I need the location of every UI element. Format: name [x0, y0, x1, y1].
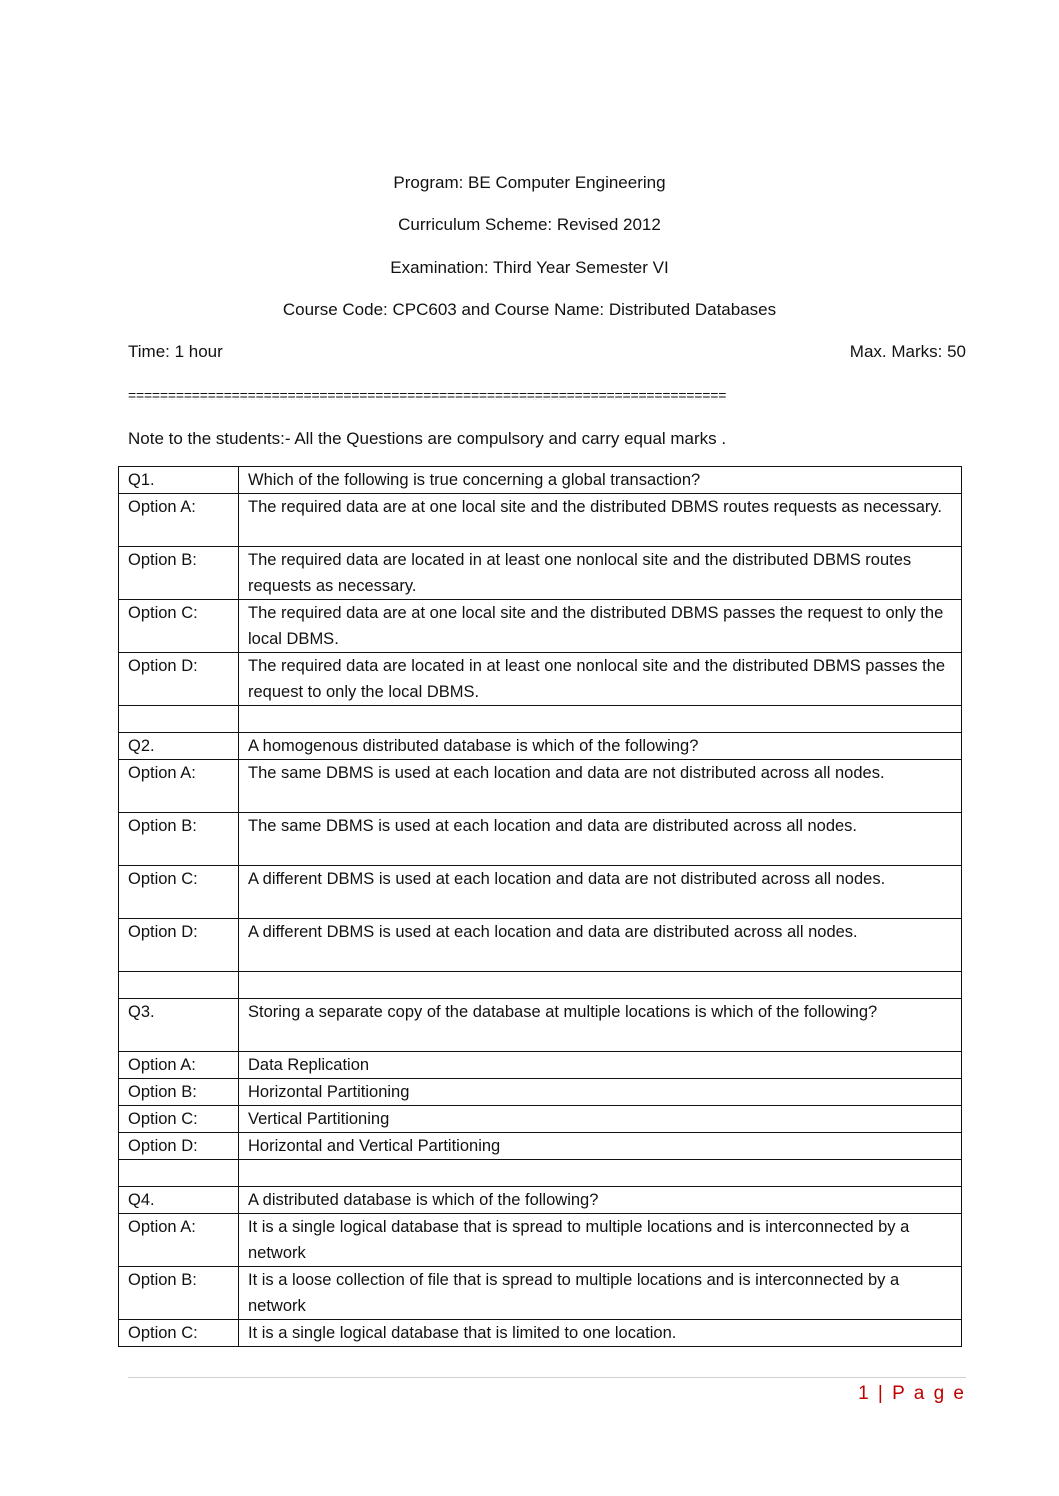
- row-label: Option B:: [119, 547, 239, 600]
- row-label: Option A:: [119, 1214, 239, 1267]
- footer-divider: [128, 1377, 966, 1378]
- table-row: [119, 1079, 962, 1106]
- table-row: [119, 494, 962, 547]
- program-heading: Program: BE Computer Engineering: [393, 173, 666, 192]
- row-text: It is a loose collection of file that is spread to multiple locations and is interconnected by a network: [239, 1267, 962, 1320]
- row-text: The required data are at one local site and the distributed DBMS passes the request to only the local DBMS.: [239, 600, 962, 653]
- max-marks-label: Max. Marks: 50: [849, 342, 966, 361]
- table-row: [119, 813, 962, 866]
- row-label: Option B:: [119, 1267, 239, 1320]
- row-label: Option D:: [119, 919, 239, 972]
- row-text: [239, 1160, 962, 1187]
- row-text: Which of the following is true concerning a global transaction?: [239, 467, 962, 494]
- course-heading: Course Code: CPC603 and Course Name: Distributed Databases: [282, 300, 777, 319]
- row-text: A different DBMS is used at each location and data are not distributed across all nodes.: [239, 866, 962, 919]
- table-row: [119, 1052, 962, 1079]
- row-text: The same DBMS is used at each location and data are distributed across all nodes.: [239, 813, 962, 866]
- table-row: [119, 547, 962, 600]
- table-row: [119, 919, 962, 972]
- row-text: [239, 706, 962, 733]
- table-row: [119, 1187, 962, 1214]
- page-number: 1 | P a g e: [858, 1383, 966, 1404]
- row-label: Q2.: [119, 733, 239, 760]
- row-text: It is a single logical database that is spread to multiple locations and is interconnected by a network: [239, 1214, 962, 1267]
- spacer-row: [119, 706, 962, 733]
- table-row: [119, 1320, 962, 1347]
- row-label: Option A:: [119, 494, 239, 547]
- row-text: [239, 972, 962, 999]
- row-label: Option C:: [119, 1106, 239, 1133]
- time-label: Time: 1 hour: [128, 342, 223, 361]
- row-label: [119, 1160, 239, 1187]
- examination-heading: Examination: Third Year Semester VI: [390, 258, 669, 277]
- table-row: [119, 1133, 962, 1160]
- row-label: Q3.: [119, 999, 239, 1052]
- row-text: Horizontal Partitioning: [239, 1079, 962, 1106]
- table-row: [119, 467, 962, 494]
- row-label: Option C:: [119, 866, 239, 919]
- row-text: A different DBMS is used at each location and data are distributed across all nodes.: [239, 919, 962, 972]
- separator-line: ===========================================================================: [128, 387, 727, 403]
- row-label: Option B:: [119, 813, 239, 866]
- table-row: [119, 1267, 962, 1320]
- table-row: [119, 866, 962, 919]
- row-label: [119, 706, 239, 733]
- row-label: Option C:: [119, 1320, 239, 1347]
- spacer-row: [119, 972, 962, 999]
- row-label: Option C:: [119, 600, 239, 653]
- row-label: [119, 972, 239, 999]
- scheme-heading: Curriculum Scheme: Revised 2012: [398, 215, 661, 234]
- row-text: Vertical Partitioning: [239, 1106, 962, 1133]
- row-text: Horizontal and Vertical Partitioning: [239, 1133, 962, 1160]
- row-text: The required data are located in at least one nonlocal site and the distributed DBMS passes the request to only the local DBMS.: [239, 653, 962, 706]
- row-label: Q4.: [119, 1187, 239, 1214]
- row-text: A distributed database is which of the following?: [239, 1187, 962, 1214]
- row-text: A homogenous distributed database is which of the following?: [239, 733, 962, 760]
- row-text: Storing a separate copy of the database at multiple locations is which of the following?: [239, 999, 962, 1052]
- row-text: Data Replication: [239, 1052, 962, 1079]
- table-row: [119, 1214, 962, 1267]
- table-row: [119, 999, 962, 1052]
- row-label: Option D:: [119, 1133, 239, 1160]
- table-row: [119, 760, 962, 813]
- row-text: The required data are located in at least one nonlocal site and the distributed DBMS routes requests as necessary.: [239, 547, 962, 600]
- row-label: Option B:: [119, 1079, 239, 1106]
- row-label: Q1.: [119, 467, 239, 494]
- row-text: The same DBMS is used at each location and data are not distributed across all nodes.: [239, 760, 962, 813]
- row-label: Option D:: [119, 653, 239, 706]
- spacer-row: [119, 1160, 962, 1187]
- row-label: Option A:: [119, 1052, 239, 1079]
- table-row: [119, 733, 962, 760]
- table-row: [119, 653, 962, 706]
- row-text: It is a single logical database that is limited to one location.: [239, 1320, 962, 1347]
- question-table: [118, 466, 962, 1347]
- table-row: [119, 1106, 962, 1133]
- table-row: [119, 600, 962, 653]
- note-to-students: Note to the students:- All the Questions are compulsory and carry equal marks .: [128, 429, 727, 448]
- row-text: The required data are at one local site and the distributed DBMS routes requests as necessary.: [239, 494, 962, 547]
- row-label: Option A:: [119, 760, 239, 813]
